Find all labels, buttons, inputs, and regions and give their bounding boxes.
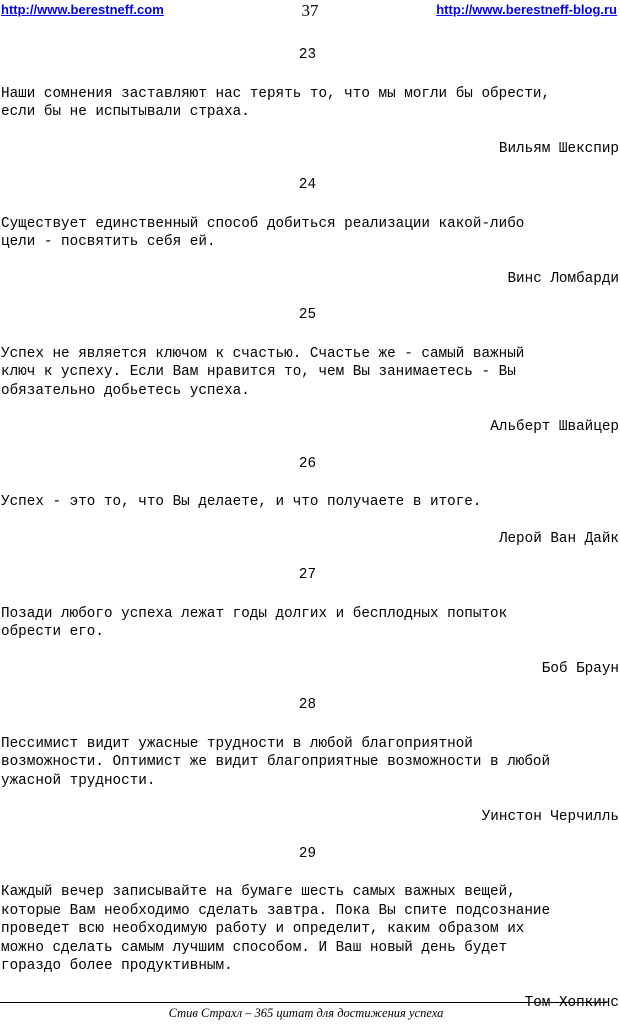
quote-author: Боб Браун xyxy=(541,660,619,677)
footer-text: Стив Страхл – 365 цитат для достижения успеха xyxy=(168,1006,444,1020)
header-left-link[interactable]: http://www.berestneff.com xyxy=(1,2,164,17)
quote-item xyxy=(1,306,620,437)
quote-author: Уинстон Черчилль xyxy=(481,809,619,825)
quote-text: Пессимист видит ужасные трудности в любой благоприятной возможности. Оптимист же видит благоприятные возможности в любой ужасной трудности. xyxy=(1,735,551,789)
quote-text: Успех - это то, что Вы делаете, и что получаете в итоге. xyxy=(1,494,482,510)
quote-number: 24 xyxy=(298,177,317,193)
quote-number: 26 xyxy=(298,455,317,472)
quote-text: Существует единственный способ добиться реализации какой-либо цели - посвятить себя ей. xyxy=(1,215,525,250)
page-number: 37 xyxy=(301,1,319,20)
quote-number: 27 xyxy=(298,567,317,583)
quote-author: Винс Ломбарди xyxy=(507,270,619,287)
quotes-list xyxy=(1,46,620,1030)
footer-divider xyxy=(0,1002,607,1003)
quote-item xyxy=(1,845,620,1013)
quote-number: 25 xyxy=(298,307,317,323)
quote-item xyxy=(1,455,620,549)
quote-item xyxy=(1,46,620,158)
header-right-link[interactable]: http://www.berestneff-blog.ru xyxy=(436,2,617,17)
quote-number: 28 xyxy=(298,697,317,713)
quote-item xyxy=(1,176,620,288)
quote-author: Альберт Швайцер xyxy=(490,419,619,435)
quote-number: 23 xyxy=(298,47,317,63)
quote-number: 29 xyxy=(298,845,317,862)
quote-item xyxy=(1,696,620,827)
quote-author: Лерой Ван Дайк xyxy=(498,530,619,547)
quote-text: Наши сомнения заставляют нас терять то, что мы могли бы обрести, если бы не испытывали страха. xyxy=(1,85,551,120)
quote-text: Каждый вечер записывайте на бумаге шесть самых важных вещей, которые Вам необходимо сделать завтра. Пока Вы спите подсознание проведет всю необходимую работу и определит, каким образом их можно сделать самым лучшим способом. И Ваш новый день будет гораздо более продуктивным. xyxy=(1,884,551,974)
quote-author: Том Хопкинс xyxy=(524,994,619,1011)
quote-text: Позади любого успеха лежат годы долгих и бесплодных попыток обрести его. xyxy=(1,605,508,640)
quote-text: Успех не является ключом к счастью. Счастье же - самый важный ключ к успеху. Если Вам нравится то, чем Вы занимаетесь - Вы обязательно добьетесь успеха. xyxy=(1,345,525,399)
quote-item xyxy=(1,566,620,678)
quote-author: Вильям Шекспир xyxy=(498,140,619,157)
